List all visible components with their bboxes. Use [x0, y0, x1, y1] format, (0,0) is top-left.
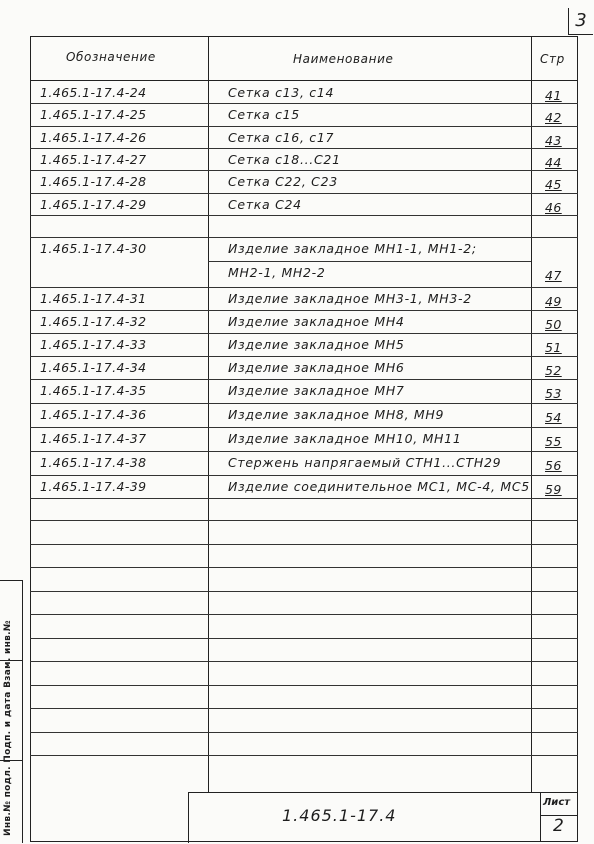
- row-name: МН2-1, МН2-2: [228, 265, 326, 280]
- row-rule: [30, 379, 578, 380]
- empty-rule: [30, 638, 578, 639]
- sheet-value: 2: [553, 816, 564, 836]
- row-designation: 1.465.1-17.4-27: [40, 152, 147, 167]
- document-code: 1.465.1-17.4: [282, 806, 397, 825]
- row-page: 45: [545, 177, 562, 192]
- header-designation: Обозначение: [66, 50, 156, 64]
- title-block-separator: [540, 792, 541, 842]
- row-name: Изделие соединительное МС1, МС-4, МС5: [228, 479, 530, 494]
- empty-rule: [30, 661, 578, 662]
- row-name: Изделие закладное МН1-1, МН1-2;: [228, 241, 477, 256]
- col-separator-2: [531, 36, 532, 792]
- row-page: 43: [545, 133, 562, 148]
- row-name: Сетка С24: [228, 197, 302, 212]
- sheet-label: Лист: [543, 797, 571, 808]
- empty-rule: [30, 591, 578, 592]
- row-rule: [30, 126, 578, 127]
- row-rule: [30, 287, 578, 288]
- row-rule: [30, 310, 578, 311]
- row-designation: 1.465.1-17.4-37: [40, 431, 147, 446]
- row-rule: [30, 148, 578, 149]
- row-rule: [30, 215, 578, 216]
- row-page: 47: [545, 268, 562, 283]
- empty-rule: [30, 614, 578, 615]
- row-rule: [30, 403, 578, 404]
- row-name: Сетка с15: [228, 107, 300, 122]
- row-rule: [30, 498, 578, 499]
- row-designation: 1.465.1-17.4-36: [40, 407, 147, 422]
- header-divider: [30, 80, 578, 81]
- row-designation: 1.465.1-17.4-38: [40, 455, 147, 470]
- row-page: 55: [545, 434, 562, 449]
- row-designation: 1.465.1-17.4-31: [40, 291, 147, 306]
- row-name: Изделие закладное МН7: [228, 383, 405, 398]
- row-page: 42: [545, 110, 562, 125]
- header-page: Стр: [540, 52, 565, 66]
- row-page: 46: [545, 200, 562, 215]
- row-designation: 1.465.1-17.4-34: [40, 360, 147, 375]
- empty-rule: [30, 755, 578, 756]
- empty-rule: [30, 732, 578, 733]
- row-page: 44: [545, 155, 562, 170]
- row-designation: 1.465.1-17.4-29: [40, 197, 147, 212]
- row-designation: 1.465.1-17.4-28: [40, 174, 147, 189]
- row-name: Сетка с16, с17: [228, 130, 335, 145]
- row-name: Изделие закладное МН5: [228, 337, 405, 352]
- row-name: Изделие закладное МН4: [228, 314, 405, 329]
- row-name: Сетка С22, С23: [228, 174, 338, 189]
- row-rule: [30, 170, 578, 171]
- row-designation: 1.465.1-17.4-30: [40, 241, 147, 256]
- row-designation: 1.465.1-17.4-25: [40, 107, 147, 122]
- row-name: Изделие закладное МН8, МН9: [228, 407, 445, 422]
- row-page: 54: [545, 410, 562, 425]
- row-page: 56: [545, 458, 562, 473]
- row-rule: [30, 193, 578, 194]
- row-rule: [30, 451, 578, 452]
- col-separator-1: [208, 36, 209, 792]
- row-rule: [30, 427, 578, 428]
- side-strip-text: Инв.№ подл. Подп. и дата Взам. инв.№: [3, 620, 13, 836]
- row-name: Стержень напрягаемый СТН1...СТН29: [228, 455, 502, 470]
- row-designation: 1.465.1-17.4-32: [40, 314, 147, 329]
- row-name: Сетка с18...С21: [228, 152, 341, 167]
- row-rule: [30, 237, 578, 238]
- row-page: 50: [545, 317, 562, 332]
- row-designation: 1.465.1-17.4-35: [40, 383, 147, 398]
- row-rule: [208, 261, 531, 262]
- row-designation: 1.465.1-17.4-33: [40, 337, 147, 352]
- empty-rule: [30, 708, 578, 709]
- row-rule: [30, 356, 578, 357]
- header-name: Наименование: [293, 52, 394, 66]
- row-page: 53: [545, 386, 562, 401]
- row-page: 52: [545, 363, 562, 378]
- row-name: Сетка с13, с14: [228, 85, 335, 100]
- row-page: 49: [545, 294, 562, 309]
- row-rule: [30, 333, 578, 334]
- empty-rule: [30, 567, 578, 568]
- row-page: 41: [545, 88, 562, 103]
- empty-rule: [30, 544, 578, 545]
- row-rule: [30, 475, 578, 476]
- row-designation: 1.465.1-17.4-26: [40, 130, 147, 145]
- sheet-number: 3: [568, 8, 593, 35]
- row-name: Изделие закладное МН3-1, МН3-2: [228, 291, 472, 306]
- row-designation: 1.465.1-17.4-39: [40, 479, 147, 494]
- row-designation: 1.465.1-17.4-24: [40, 85, 147, 100]
- empty-rule: [30, 685, 578, 686]
- row-name: Изделие закладное МН6: [228, 360, 405, 375]
- row-page: 59: [545, 482, 562, 497]
- row-page: 51: [545, 340, 562, 355]
- row-name: Изделие закладное МН10, МН11: [228, 431, 462, 446]
- row-rule: [30, 103, 578, 104]
- empty-rule: [30, 520, 578, 521]
